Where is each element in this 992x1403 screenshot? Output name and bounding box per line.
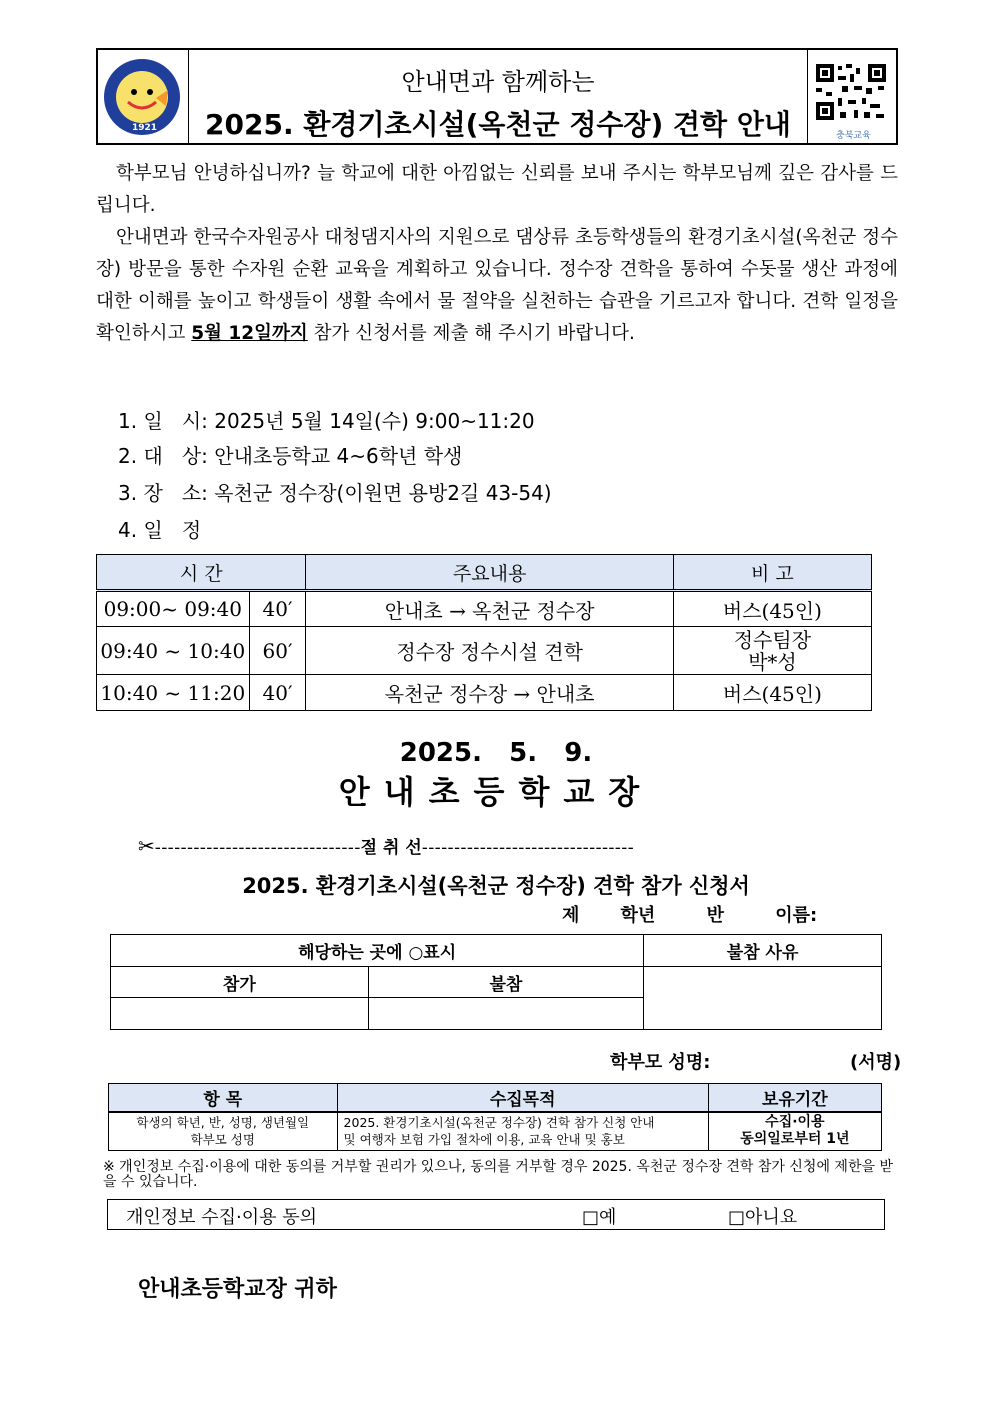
title-line1: 안내면과 함께하는 — [401, 68, 595, 96]
signature-suffix: (서명) — [850, 1052, 902, 1073]
schedule-header-note: 비 고 — [673, 555, 871, 591]
grade-name-line: 제 학년 반 이름: — [562, 905, 818, 926]
item-date: 1. 일 시: 2025년 5월 14일(수) 9:00~11:20 — [118, 409, 535, 433]
scissors-icon: ✂ — [138, 834, 155, 858]
table-row: 09:00~ 09:40 40′ 안내초 → 옥천군 정수장 버스(45인) — [97, 591, 872, 627]
document-date: 2025. 5. 9. — [399, 738, 593, 768]
qr-code — [807, 50, 896, 143]
cut-line: ✂--------------------------------절 취 선--------------------------------- — [138, 834, 635, 858]
absent-label: 불참 — [368, 967, 644, 998]
deadline: 5월 12일까지 — [191, 323, 308, 344]
privacy-item: 학생의 학년, 반, 성명, 생년월일 학부모 성명 — [109, 1112, 338, 1150]
consent-box — [107, 1199, 885, 1230]
attend-label: 참가 — [111, 967, 369, 998]
privacy-period: 수집·이용 동의일로부터 1년 — [708, 1112, 881, 1150]
consent-no-checkbox[interactable]: □아니요 — [728, 1207, 798, 1228]
attend-field[interactable] — [111, 998, 369, 1030]
mark-header: 해당하는 곳에 ○표시 — [111, 935, 644, 967]
item-target: 2. 대 상: 안내초등학교 4~6학년 학생 — [118, 444, 463, 468]
schedule-header-time: 시 간 — [97, 555, 306, 591]
intro-paragraph-1: 학부모님 안녕하십니까? 늘 학교에 대한 아낌없는 신뢰를 보내 주시는 학부모님께 깊은 감사를 드립니다. — [96, 163, 898, 216]
addressee: 안내초등학교장 귀하 — [138, 1277, 337, 1302]
privacy-purpose: 2025. 환경기초시설(옥천군 정수장) 견학 참가 신청 안내 및 여행자 보험 가입 절차에 이용, 교육 안내 및 홍보 — [337, 1112, 708, 1150]
privacy-table — [108, 1083, 882, 1151]
privacy-notice: ※ 개인정보 수집·이용에 대한 동의를 거부할 권리가 있으나, 동의를 거부할 경우 2025. 옥천군 정수장 견학 참가 신청에 제한을 받을 수 있습니다. — [103, 1159, 893, 1190]
item-place: 3. 장 소: 옥천군 정수장(이원면 용방2길 43-54) — [118, 481, 552, 505]
parent-sign-label: 학부모 성명: — [610, 1052, 711, 1073]
privacy-header-purpose: 수집목적 — [337, 1084, 708, 1113]
consent-yes-checkbox[interactable]: □예 — [582, 1207, 617, 1228]
title-line2: 2025. 환경기초시설(옥천군 정수장) 견학 안내 — [205, 108, 791, 141]
school-logo — [98, 50, 189, 143]
reason-header: 불참 사유 — [644, 935, 882, 967]
absent-field[interactable] — [368, 998, 644, 1030]
form-title: 2025. 환경기초시설(옥천군 정수장) 견학 참가 신청서 — [242, 874, 750, 898]
logo-year: 1921 — [132, 123, 158, 133]
header-box — [96, 48, 898, 145]
table-row: 10:40 ~ 11:20 40′ 옥천군 정수장 → 안내초 버스(45인) — [97, 675, 872, 711]
privacy-header-item: 항 목 — [109, 1084, 338, 1113]
consent-label: 개인정보 수집·이용 동의 — [126, 1207, 318, 1228]
principal-name: 안내초등학교장 — [338, 773, 654, 811]
item-schedule: 4. 일 정 — [118, 518, 202, 542]
application-table — [110, 934, 882, 1030]
schedule-table — [96, 554, 872, 711]
schedule-header-content: 주요내용 — [306, 555, 673, 591]
table-row: 09:40 ~ 10:40 60′ 정수장 정수시설 견학 정수팀장 박*성 — [97, 627, 872, 675]
intro-paragraph-2: 안내면과 한국수자원공사 대청댐지사의 지원으로 댐상류 초등학생들의 환경기초시설(옥천군 정수장) 방문을 통한 수자원 순환 교육을 계획하고 있습니다. 정수장 견학을 통하여 수돗물 생산 과정에 대한 이해를 높이고 학생들이 생활 속에서 물 절약을 실천하는 습관을 기르고자 합니다. 견학 일정을 확인하시고 5월 12일까지 참가 신청서를 제출 해 주시기 바랍니다. — [96, 227, 898, 344]
privacy-header-period: 보유기간 — [708, 1084, 881, 1113]
reason-field[interactable] — [644, 967, 882, 1030]
qr-caption: 충북교육 — [836, 131, 871, 141]
